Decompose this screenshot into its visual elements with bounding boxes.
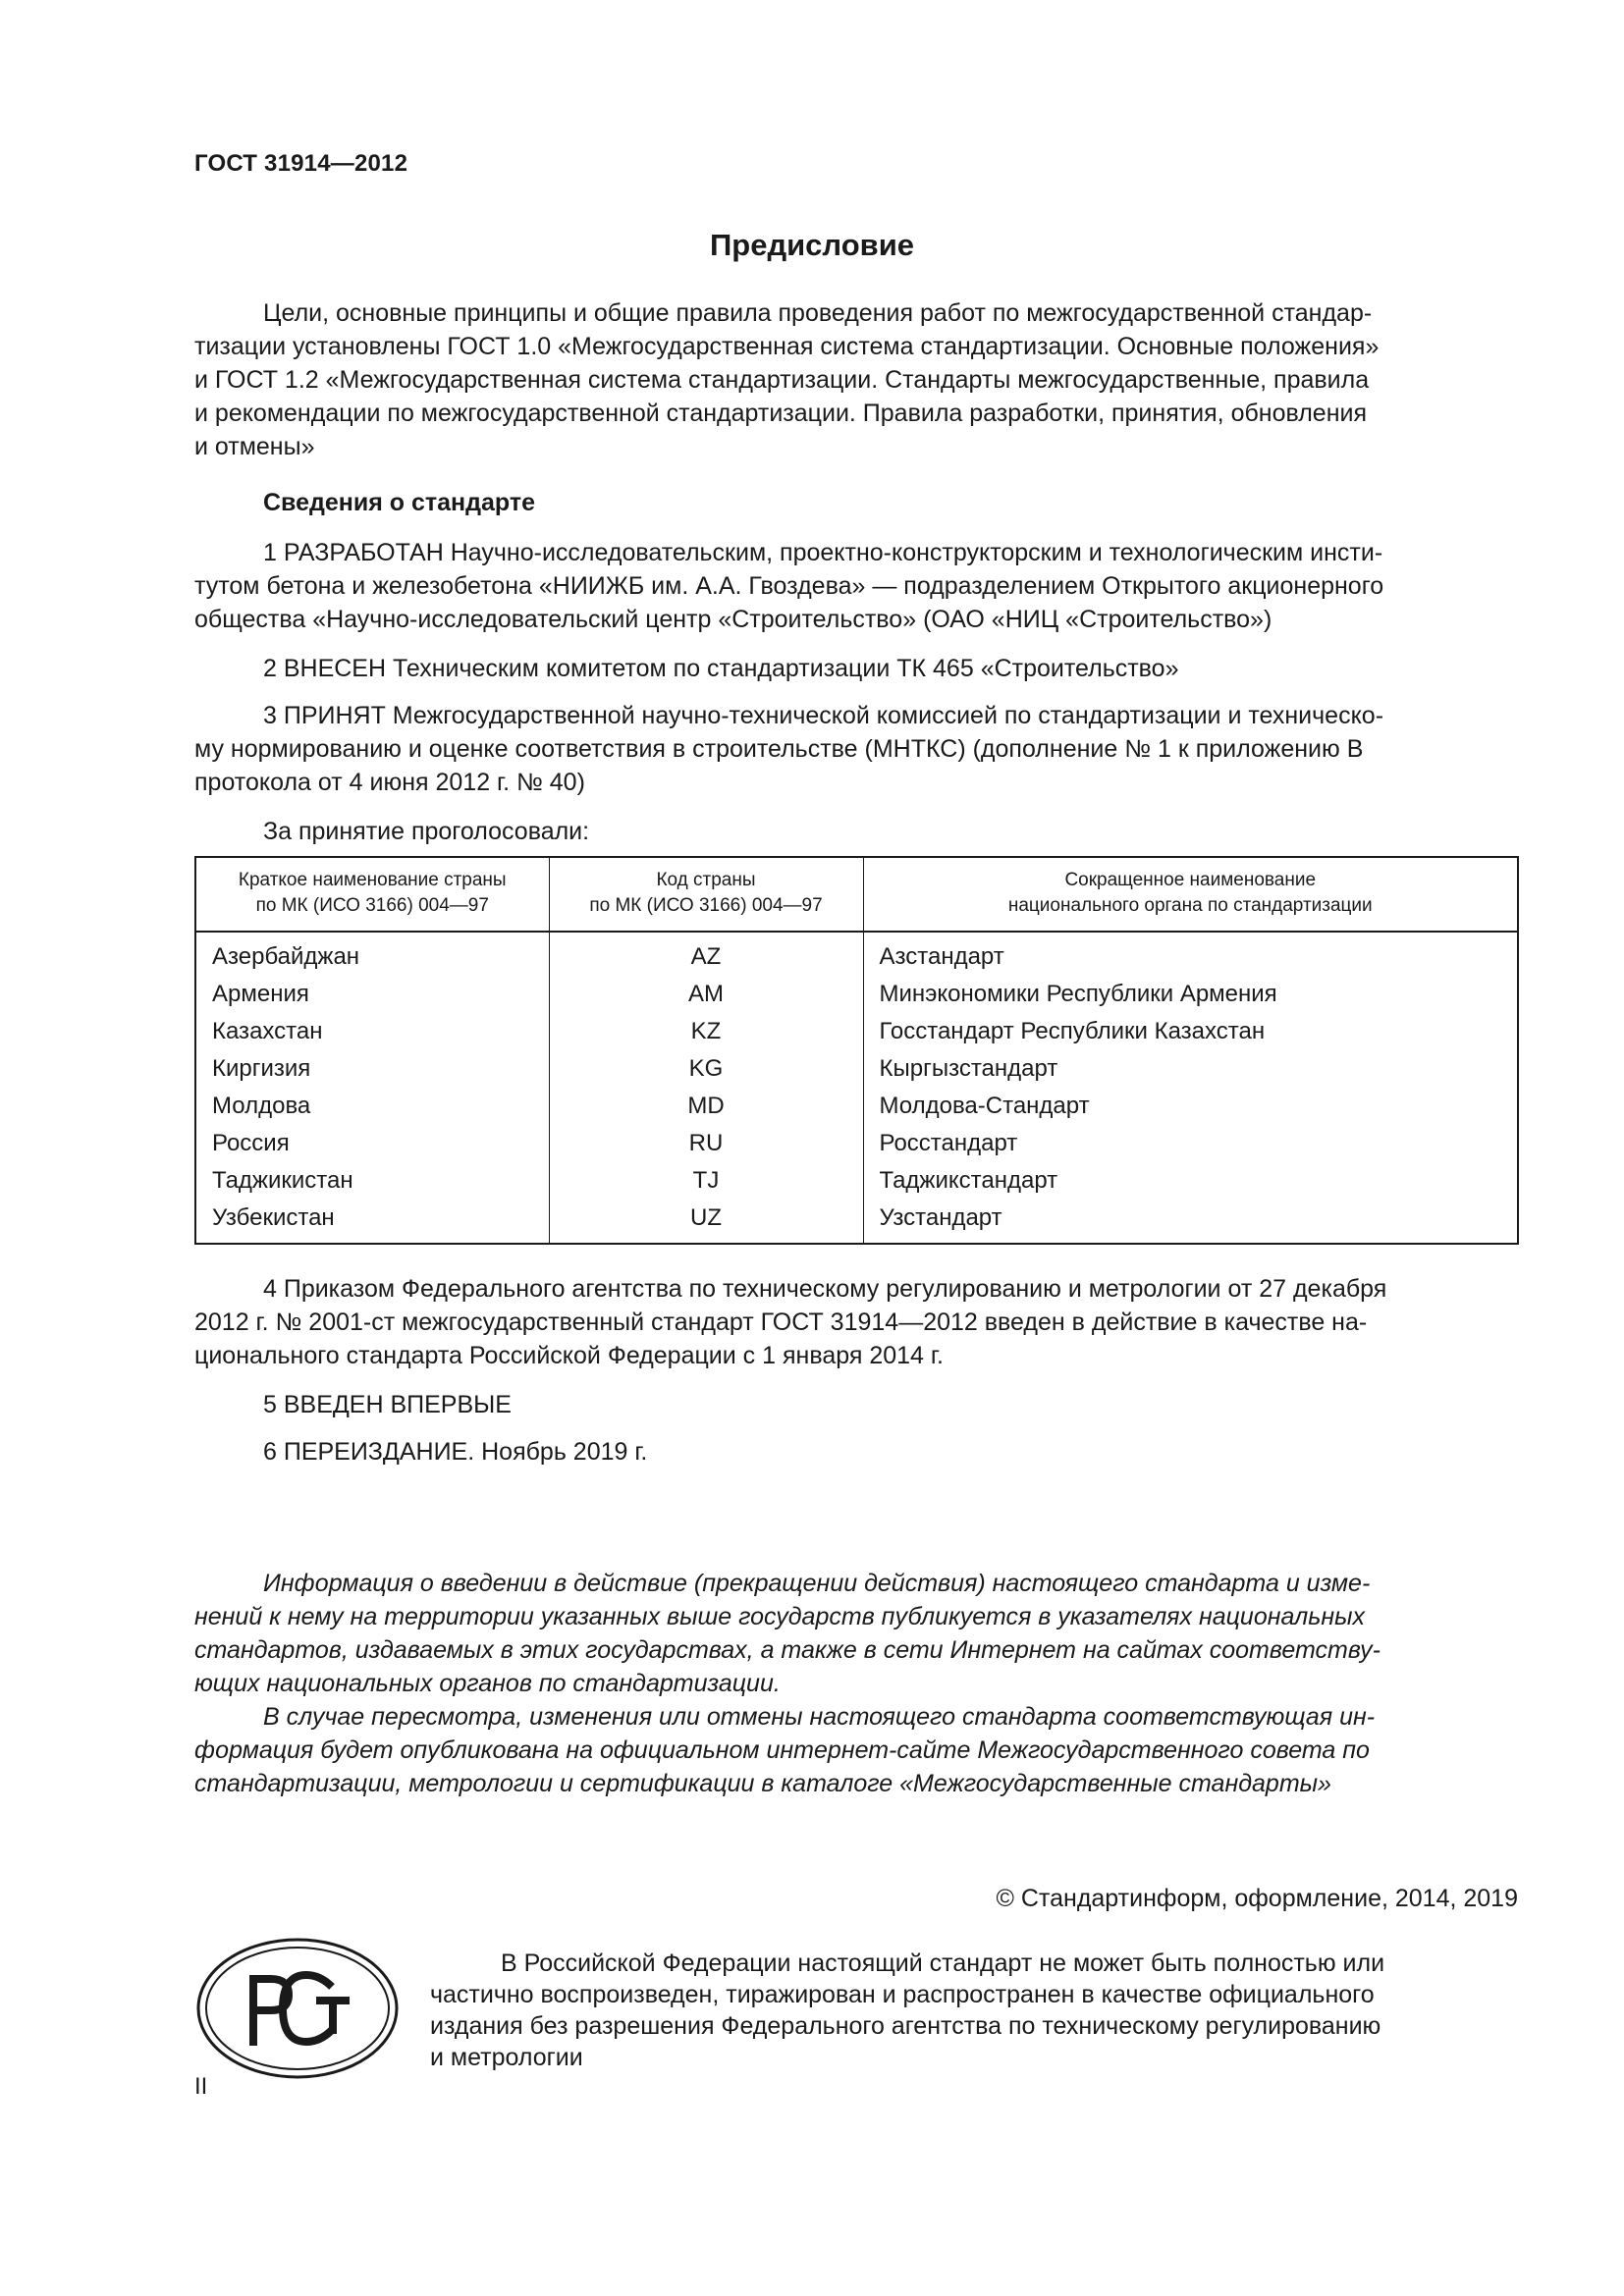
national-body: Росстандарт	[879, 1130, 1018, 1156]
country-code: KZ	[549, 1013, 863, 1050]
notice-line: стандартов, издаваемых в этих государствах, а также в сети Интернет на сайтах соответству-	[194, 1636, 1380, 1664]
header-national-body	[863, 857, 1518, 932]
item-4-line: 2012 г. № 2001-ст межгосударственный стандарт ГОСТ 31914—2012 введен в действие в качестве на-	[194, 1308, 1368, 1336]
table-row	[195, 932, 1518, 976]
national-body: Таджикстандарт	[879, 1167, 1058, 1194]
intro-line: тизации установлены ГОСТ 1.0 «Межгосударственная система стандартизации. Основные положения»	[194, 333, 1380, 360]
rights-line: издания без разрешения Федерального агентства по техническому регулированию	[430, 2012, 1381, 2040]
item-4	[194, 1272, 1518, 1372]
country-name: Молдова	[195, 1088, 549, 1125]
info-heading: Сведения о стандарте	[263, 489, 536, 516]
country-code: MD	[549, 1088, 863, 1125]
country-name: Казахстан	[195, 1013, 549, 1050]
intro-line: и ГОСТ 1.2 «Межгосударственная система стандартизации. Стандарты межгосударственные, правила	[194, 366, 1370, 394]
item-2: 2 ВНЕСЕН Техническим комитетом по стандартизации ТК 465 «Строительство»	[263, 655, 1179, 682]
header-country-name	[195, 857, 549, 932]
country-code: UZ	[549, 1200, 863, 1244]
country-name: Россия	[195, 1125, 549, 1162]
country-name: Армения	[195, 976, 549, 1013]
item-6: 6 ПЕРЕИЗДАНИЕ. Ноябрь 2019 г.	[263, 1438, 648, 1466]
header-line: по МК (ИСО 3166) 004—97	[255, 895, 489, 916]
page-number: II	[194, 2073, 208, 2100]
header-line: Сокращенное наименование	[1064, 870, 1317, 890]
table-row	[195, 1088, 1518, 1125]
item-4-line: 4 Приказом Федерального агентства по техническому регулированию и метрологии от 27 декабря	[263, 1275, 1387, 1303]
country-code: RU	[549, 1125, 863, 1162]
intro-line: и рекомендации по межгосударственной стандартизации. Правила разработки, принятия, обновления	[194, 400, 1368, 427]
country-code: KG	[549, 1050, 863, 1088]
intro-line: и отмены»	[194, 433, 315, 460]
notice-paragraph-1	[194, 1567, 1518, 1700]
item-3-line: му нормированию и оценке соответствия в строительстве (МНТКС) (дополнение № 1 к приложению В	[194, 735, 1364, 763]
header-line: национального органа по стандартизации	[1007, 895, 1373, 916]
notice-line: ющих национальных органов по стандартизации.	[194, 1670, 781, 1697]
table-row	[195, 976, 1518, 1013]
table-row	[195, 1050, 1518, 1088]
notice-line: Информация о введении в действие (прекращении действия) настоящего стандарта и изме-	[263, 1570, 1371, 1597]
rights-paragraph	[430, 1948, 1518, 2073]
country-code: AZ	[549, 932, 863, 976]
header-country-code	[549, 857, 863, 932]
header-line: Код страны	[656, 870, 756, 890]
country-code: AM	[549, 976, 863, 1013]
rights-line: В Российской Федерации настоящий стандарт не может быть полностью или	[501, 1949, 1385, 1977]
intro-line: Цели, основные принципы и общие правила проведения работ по межгосударственной стандар-	[263, 299, 1373, 327]
country-name: Таджикистан	[195, 1162, 549, 1200]
notice-line: В случае пересмотра, изменения или отмены настоящего стандарта соответствующая ин-	[263, 1703, 1376, 1731]
national-body: Азстандарт	[879, 943, 1004, 970]
notice-line: формация будет опубликована на официальном интернет-сайте Межгосударственного совета по	[194, 1736, 1370, 1764]
item-1-line: тутом бетона и железобетона «НИИЖБ им. А.А. Гвоздева» — подразделением Открытого акционерного	[194, 572, 1384, 600]
item-3-line: протокола от 4 июня 2012 г. № 40)	[194, 769, 585, 796]
copyright-line: © Стандартинформ, оформление, 2014, 2019	[996, 1885, 1518, 1912]
item-5: 5 ВВЕДЕН ВПЕРВЫЕ	[263, 1391, 512, 1418]
country-name: Азербайджан	[195, 932, 549, 976]
national-body: Госстандарт Республики Казахстан	[879, 1018, 1266, 1044]
voted-label: За принятие проголосовали:	[263, 818, 590, 845]
notice-line: стандартизации, метрологии и сертификации в каталоге «Межгосударственные стандарты»	[194, 1770, 1331, 1797]
table-row	[195, 1125, 1518, 1162]
country-name: Киргизия	[195, 1050, 549, 1088]
rights-line: и метрологии	[430, 2044, 583, 2071]
intro-paragraph	[194, 296, 1518, 463]
country-code: TJ	[549, 1162, 863, 1200]
pct-certification-mark-icon	[194, 1936, 401, 2081]
standard-code: ГОСТ 31914—2012	[194, 150, 408, 177]
national-body: Минэкономики Республики Армения	[879, 981, 1277, 1007]
page-title: Предисловие	[709, 228, 914, 262]
national-body: Узстандарт	[879, 1204, 1002, 1231]
table-row	[195, 1162, 1518, 1200]
item-4-line: ционального стандарта Российской Федерации с 1 января 2014 г.	[194, 1342, 944, 1369]
country-name: Узбекистан	[195, 1200, 549, 1244]
item-3	[194, 699, 1518, 799]
item-1	[194, 536, 1518, 636]
table-row	[195, 1200, 1518, 1244]
notice-line: нений к нему на территории указанных выше государств публикуется в указателях национальных	[194, 1603, 1366, 1630]
item-1-line: 1 РАЗРАБОТАН Научно-исследовательским, проектно-конструкторским и технологическим инсти-	[263, 539, 1383, 566]
header-line: по МК (ИСО 3166) 004—97	[589, 895, 823, 916]
item-1-line: общества «Научно-исследовательский центр «Строительство» (ОАО «НИЦ «Строительство»)	[194, 606, 1272, 633]
table-row	[195, 1013, 1518, 1050]
item-3-line: 3 ПРИНЯТ Межгосударственной научно-технической комиссией по стандартизации и техническо-	[263, 702, 1384, 729]
table-header-row	[195, 857, 1518, 932]
rights-line: частично воспроизведен, тиражирован и распространен в качестве официального	[430, 1981, 1375, 2008]
notice-paragraph-2	[194, 1700, 1518, 1800]
national-body: Молдова-Стандарт	[879, 1093, 1090, 1119]
voting-table	[194, 856, 1519, 1245]
header-line: Краткое наименование страны	[238, 870, 507, 890]
national-body: Кыргызстандарт	[879, 1055, 1058, 1082]
